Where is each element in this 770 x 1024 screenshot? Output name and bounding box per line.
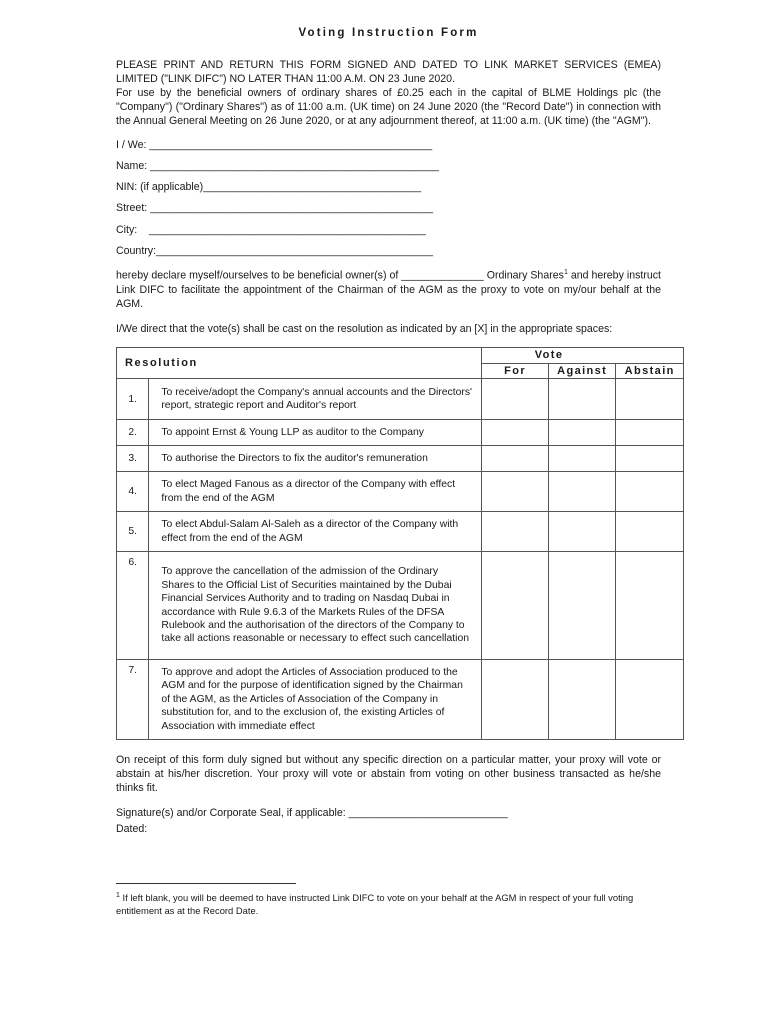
- footnote-divider: [116, 883, 296, 884]
- resolution-text: To elect Maged Fanous as a director of the Company with effect from the end of the AGM: [149, 472, 482, 512]
- field-name[interactable]: [116, 160, 439, 172]
- vote-for-box[interactable]: [482, 379, 549, 420]
- vote-header-spacer: [616, 348, 684, 364]
- table-row: [117, 446, 684, 472]
- vote-against-box[interactable]: [548, 379, 616, 420]
- resolutions-table: [116, 347, 684, 740]
- vote-header: Vote: [482, 348, 616, 364]
- field-label: NIN: (if applicable): [116, 181, 204, 193]
- vote-abstain-box[interactable]: [616, 379, 684, 420]
- resolution-number: 6.: [117, 552, 149, 660]
- field-label: Street:: [116, 202, 148, 214]
- field-country[interactable]: [116, 245, 433, 257]
- field-label: Name:: [116, 160, 148, 172]
- field-line: ________________________________________________: [150, 202, 433, 214]
- resolution-number: 4.: [117, 472, 149, 512]
- resolution-number: 1.: [117, 379, 149, 420]
- footnote: [116, 890, 661, 917]
- vote-for-box[interactable]: [482, 420, 549, 446]
- column-against: Against: [548, 363, 616, 379]
- resolution-number: 5.: [117, 512, 149, 552]
- resolution-number: 7.: [117, 660, 149, 740]
- form-title: Voting Instruction Form: [298, 27, 479, 39]
- footnote-reference: 1: [563, 269, 568, 276]
- direction-text: I/We direct that the vote(s) shall be cast on the resolution as indicated by an [X] in the appropriate spaces:: [116, 323, 613, 335]
- vote-abstain-box[interactable]: [616, 660, 684, 740]
- column-for: For: [482, 363, 549, 379]
- vote-against-box[interactable]: [548, 472, 616, 512]
- footnote-text: If left blank, you will be deemed to have instructed Link DIFC to vote on your behalf at the AGM in respect of your full voting entitlement as at the Record Date.: [116, 892, 634, 916]
- table-row: [117, 420, 684, 446]
- field-i-we[interactable]: [116, 139, 432, 151]
- field-nin[interactable]: [116, 181, 421, 193]
- intro-text: [116, 58, 661, 128]
- table-row: [117, 552, 684, 660]
- resolution-text: To elect Abdul-Salam Al-Saleh as a director of the Company with effect from the end of the AGM: [149, 512, 482, 552]
- intro-eligibility: For use by the beneficial owners of ordinary shares of £0.25 each in the capital of BLME Holdings plc (the "Company") ("Ordinary Shares") as of 11:00 a.m. (UK time) on 24 June 2020 (the "Record Date") in connection with the Annual General Meeting on 26 June 2020, or at any adjournment thereof, at 11:00 a.m. (UK time) (the "AGM").: [116, 87, 661, 127]
- table-row: [117, 379, 684, 420]
- resolution-number: 3.: [117, 446, 149, 472]
- table-row: [117, 472, 684, 512]
- field-line: _____________________________________: [203, 181, 422, 193]
- column-abstain: Abstain: [616, 363, 684, 379]
- field-label: I / We:: [116, 139, 147, 151]
- vote-for-box[interactable]: [482, 512, 549, 552]
- intro-instruction: PLEASE PRINT AND RETURN THIS FORM SIGNED AND DATED TO LINK MARKET SERVICES (EMEA) LIMITED ("LINK DIFC") NO LATER THAN 11:00 A.M. ON 23 June 2020.: [116, 59, 661, 85]
- table-row: [117, 512, 684, 552]
- field-label: City:: [116, 224, 138, 236]
- vote-abstain-box[interactable]: [616, 512, 684, 552]
- signature-line: ___________________________: [348, 807, 508, 819]
- vote-abstain-box[interactable]: [616, 472, 684, 512]
- signature-label: Signature(s) and/or Corporate Seal, if applicable:: [116, 807, 346, 819]
- vote-for-box[interactable]: [482, 552, 549, 660]
- field-city[interactable]: [116, 224, 426, 236]
- field-line: _______________________________________________: [156, 245, 433, 257]
- declaration-text: [116, 266, 661, 311]
- field-label: Country:: [116, 245, 157, 257]
- vote-against-box[interactable]: [548, 552, 616, 660]
- declaration-part2: and hereby instruct Link DIFC to facilitate the appointment of the Chairman of the AGM as the proxy to vote on my/our behalf at the AGM.: [116, 269, 661, 310]
- vote-for-box[interactable]: [482, 472, 549, 512]
- field-line: _______________________________________________: [148, 224, 426, 236]
- resolution-text: To appoint Ernst & Young LLP as auditor to the Company: [149, 420, 482, 446]
- vote-abstain-box[interactable]: [616, 420, 684, 446]
- dated-field[interactable]: Dated:: [116, 823, 148, 835]
- vote-against-box[interactable]: [548, 512, 616, 552]
- resolution-text: To receive/adopt the Company's annual accounts and the Directors' report, strategic report and Auditor's report: [149, 379, 482, 420]
- table-row: [117, 660, 684, 740]
- vote-abstain-box[interactable]: [616, 446, 684, 472]
- declaration-part1: hereby declare myself/ourselves to be beneficial owner(s) of ______________ Ordinary Shares: [116, 269, 564, 282]
- field-line: _________________________________________________: [150, 160, 439, 172]
- resolution-number: 2.: [117, 420, 149, 446]
- closing-text: On receipt of this form duly signed but without any specific direction on a particular matter, your proxy will vote or abstain at his/her discretion. Your proxy will vote or abstain from voting on other business transacted as he/she thinks fit.: [116, 754, 661, 794]
- footnote-mark: 1: [116, 892, 120, 899]
- field-line: ________________________________________________: [149, 139, 433, 151]
- resolution-header: Resolution: [117, 348, 482, 379]
- signature-field[interactable]: [116, 807, 508, 819]
- vote-against-box[interactable]: [548, 660, 616, 740]
- vote-for-box[interactable]: [482, 660, 549, 740]
- resolution-text: To approve and adopt the Articles of Association produced to the AGM and for the purpose of identification signed by the Chairman of the AGM, as the Articles of Association of the Company in substitution for, and to the exclusion of, the existing Articles of Association with immediate effect: [149, 660, 482, 740]
- vote-for-box[interactable]: [482, 446, 549, 472]
- resolution-text: To approve the cancellation of the admission of the Ordinary Shares to the Official List of Securities maintained by the Dubai Financial Services Authority and to trading on Nasdaq Dubai in accordance with Rule 9.6.3 of the Markets Rules of the DFSA Rulebook and the authorisation of the directors of the Company to take all actions reasonable or necessary to effect such cancellation: [149, 552, 482, 660]
- vote-abstain-box[interactable]: [616, 552, 684, 660]
- field-street[interactable]: [116, 202, 433, 214]
- vote-against-box[interactable]: [548, 420, 616, 446]
- vote-against-box[interactable]: [548, 446, 616, 472]
- resolution-text: To authorise the Directors to fix the auditor's remuneration: [149, 446, 482, 472]
